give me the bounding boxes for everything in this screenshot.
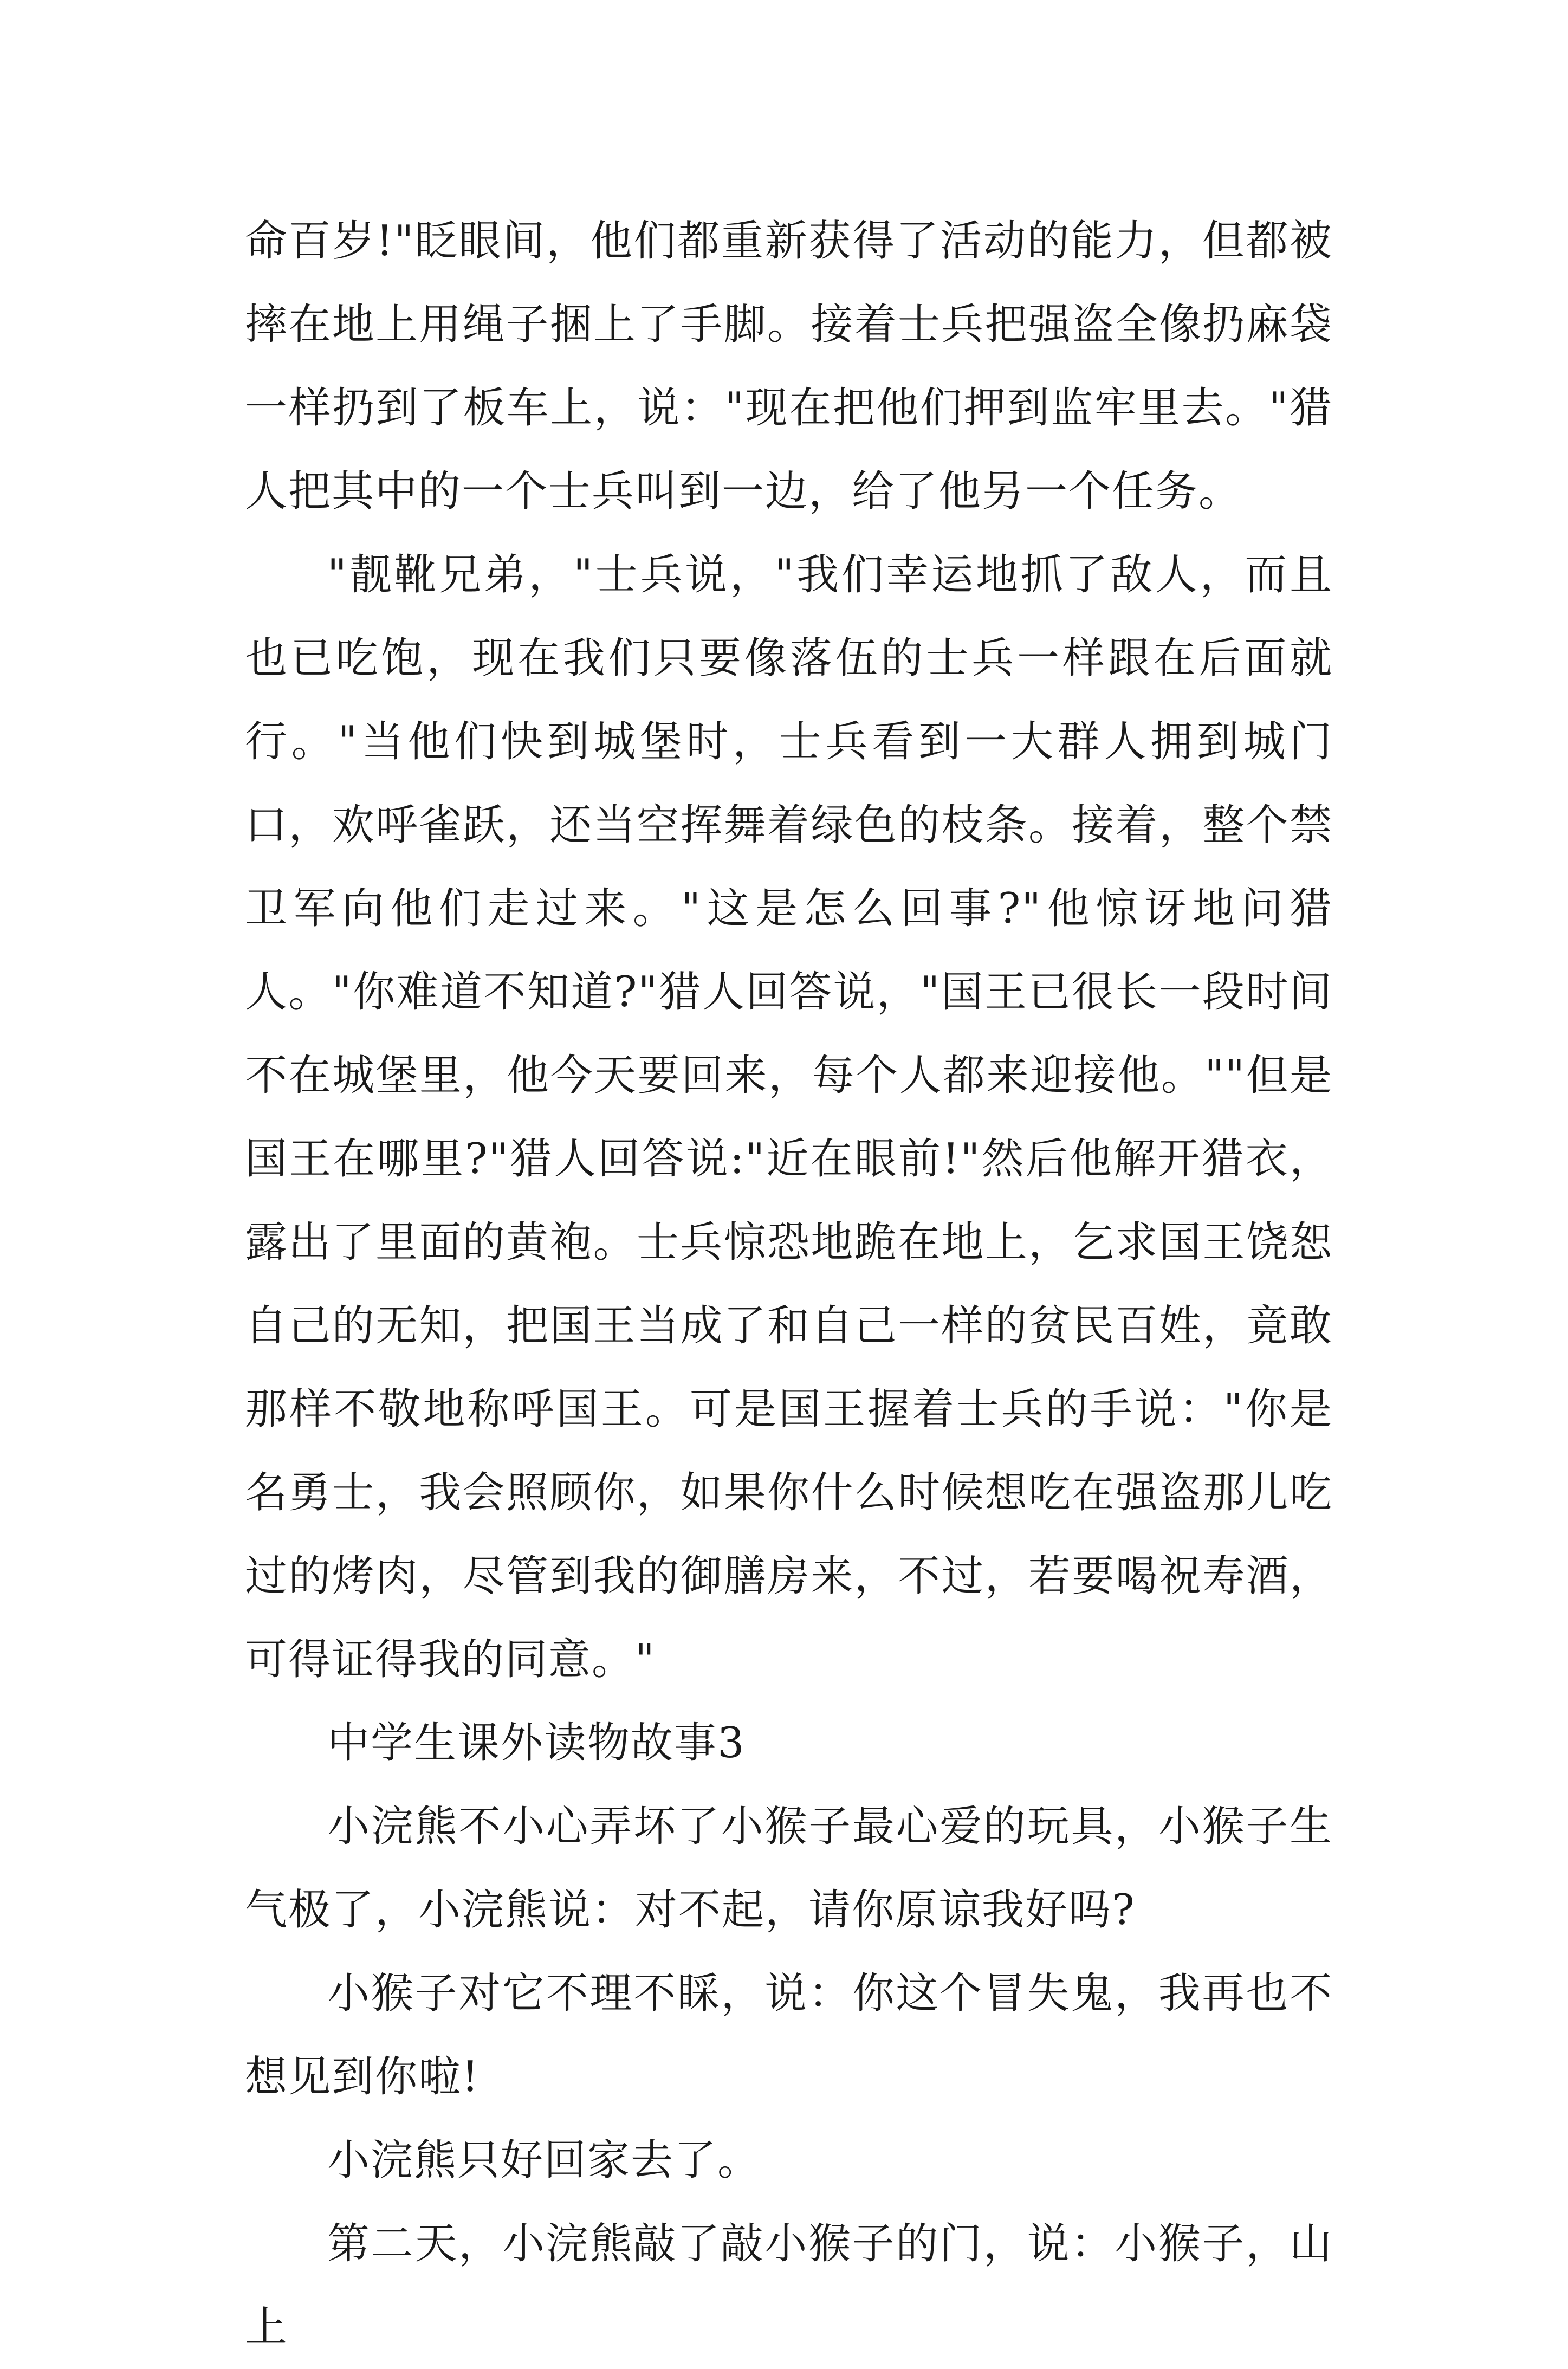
section-heading: 中学生课外读物故事3	[327, 1719, 746, 1768]
body-text	[245, 199, 1333, 2369]
paragraph: 小浣熊只好回家去了。	[327, 2136, 761, 2185]
paragraph: 小浣熊不小心弄坏了小猴子最心爱的玩具，小猴子生气极了，小浣熊说：对不起，请你原谅我好吗?	[245, 1802, 1333, 1934]
paragraph: 命百岁!"眨眼间，他们都重新获得了活动的能力，但都被摔在地上用绳子捆上了手脚。接着士兵把强盗全像扔麻袋一样扔到了板车上，说："现在把他们押到监牢里去。"猎人把其中的一个士兵叫到一边，给了他另一个任务。	[245, 217, 1333, 516]
paragraph: 小猴子对它不理不睬，说：你这个冒失鬼，我再也不想见到你啦!	[245, 1969, 1333, 2101]
paragraph: 第二天，小浣熊敲了敲小猴子的门，说：小猴子，山上	[245, 2219, 1333, 2352]
paragraph: "靓靴兄弟，"士兵说，"我们幸运地抓了敌人，而且也已吃饱，现在我们只要像落伍的士兵一样跟在后面就行。"当他们快到城堡时，士兵看到一大群人拥到城门口，欢呼雀跃，还当空挥舞着绿色的枝条。接着，整个禁卫军向他们走过来。"这是怎么回事?"他惊讶地问猎人。"你难道不知道?"猎人回答说，"国王已很长一段时间不在城堡里，他今天要回来，每个人都来迎接他。""但是国王在哪里?"猎人回答说:"近在眼前!"然后他解开猎衣，露出了里面的黄袍。士兵惊恐地跪在地上，乞求国王饶恕自己的无知，把国王当成了和自己一样的贫民百姓，竟敢那样不敬地称呼国王。可是国王握着士兵的手说："你是名勇士，我会照顾你，如果你什么时候想吃在强盗那儿吃过的烤肉，尽管到我的御膳房来，不过，若要喝祝寿酒，可得证得我的同意。"	[245, 551, 1333, 1684]
